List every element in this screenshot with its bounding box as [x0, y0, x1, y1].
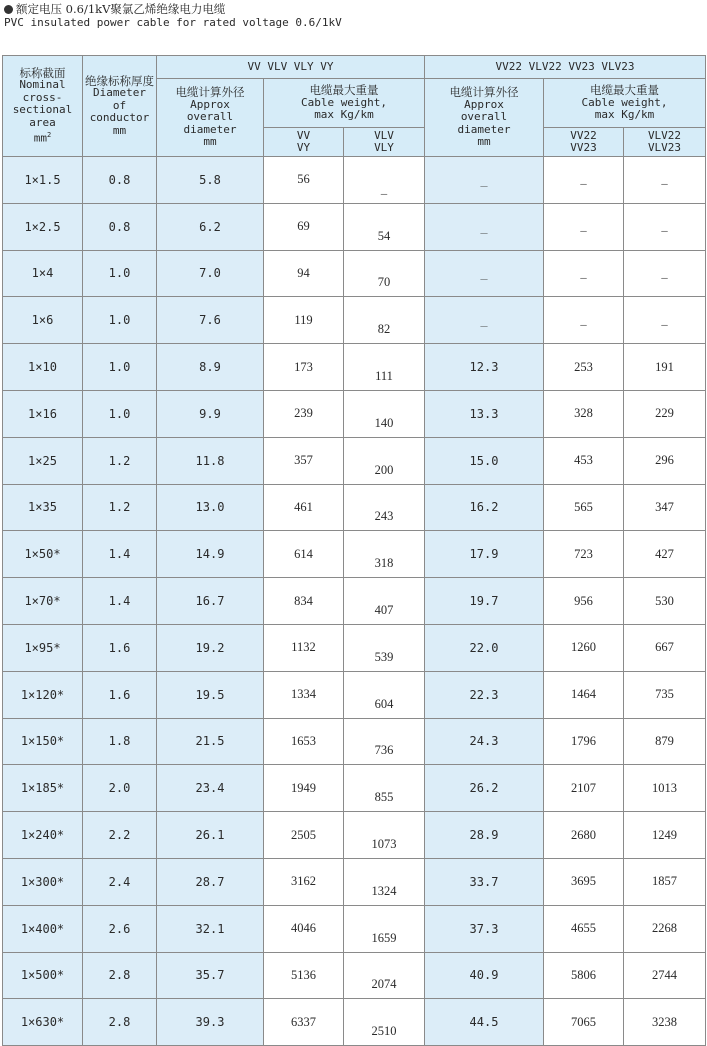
cell-thickness: 1.0: [83, 297, 157, 344]
header-diameter-2-en-2: overall: [460, 110, 508, 124]
table-row: [3, 203, 706, 250]
cell-w-vlv: 736: [344, 718, 425, 765]
header-thickness-cn: 绝缘标称厚度: [85, 73, 154, 88]
table-row: [3, 297, 706, 344]
cell-dia1: 19.2: [157, 624, 264, 671]
cell-w-vlv: 200: [344, 437, 425, 484]
header-diameter-1-cn: 电缆计算外径: [175, 85, 245, 100]
cell-thickness: 2.8: [83, 952, 157, 999]
cell-w-vlv: 70: [344, 250, 425, 297]
sub-vv-2: VY: [296, 141, 311, 154]
cell-thickness: 2.0: [83, 765, 157, 812]
cell-w-vv22: 7065: [544, 999, 624, 1046]
cell-w-vlv22: 3238: [624, 999, 706, 1046]
cell-dia1: 21.5: [157, 718, 264, 765]
cell-w-vv: 834: [264, 578, 344, 625]
cell-dia1: 6.2: [157, 203, 264, 250]
cell-w-vv22: 5806: [544, 952, 624, 999]
header-weight-1-en-1: Cable weight,: [300, 95, 388, 109]
cell-section: 1×300*: [3, 858, 83, 905]
cell-w-vlv: 2510: [344, 999, 425, 1046]
header-section-en-1: Nominal: [19, 78, 66, 92]
table-row: [3, 812, 706, 859]
header-diameter-2-en-3: diameter: [457, 122, 511, 136]
header-weight-2: [544, 79, 706, 128]
table-row: [3, 484, 706, 531]
table-row: [3, 905, 706, 952]
header-thickness-en-2: of: [112, 98, 127, 112]
cell-section: 1×6: [3, 297, 83, 344]
cell-w-vlv22: 296: [624, 437, 706, 484]
header-sub-vlv: [344, 128, 425, 157]
table-body: [3, 157, 706, 1046]
cell-w-vlv: 855: [344, 765, 425, 812]
cell-w-vlv22: 879: [624, 718, 706, 765]
cell-dia1: 9.9: [157, 390, 264, 437]
cell-section: 1×630*: [3, 999, 83, 1046]
cell-w-vlv22: _: [624, 250, 706, 297]
table-row: [3, 765, 706, 812]
cell-w-vlv22: 347: [624, 484, 706, 531]
header-weight-1-cn: 电缆最大重量: [309, 83, 379, 98]
cell-w-vlv: 318: [344, 531, 425, 578]
cell-dia1: 5.8: [157, 157, 264, 204]
cell-w-vv22: _: [544, 203, 624, 250]
cell-dia2: 22.3: [425, 671, 544, 718]
cell-w-vv: 173: [264, 344, 344, 391]
cell-thickness: 1.0: [83, 390, 157, 437]
cell-w-vv: 5136: [264, 952, 344, 999]
header-weight-2-cn: 电缆最大重量: [590, 83, 659, 98]
cell-section: 1×70*: [3, 578, 83, 625]
cell-dia1: 11.8: [157, 437, 264, 484]
cell-w-vv: 1334: [264, 671, 344, 718]
header-section-en-3: sectional: [12, 103, 73, 117]
cell-w-vlv: 539: [344, 624, 425, 671]
cell-dia1: 19.5: [157, 671, 264, 718]
cell-w-vv22: 253: [544, 344, 624, 391]
cell-section: 1×50*: [3, 531, 83, 578]
cell-w-vv: 461: [264, 484, 344, 531]
title-cn: [4, 2, 342, 16]
cell-w-vv: 119: [264, 297, 344, 344]
cell-w-vv: 56: [264, 157, 344, 204]
header-weight-1-en-2: max Kg/km: [314, 108, 374, 122]
cell-section: 1×35: [3, 484, 83, 531]
cell-w-vv22: 1260: [544, 624, 624, 671]
cell-thickness: 1.4: [83, 531, 157, 578]
cell-w-vv: 614: [264, 531, 344, 578]
cell-thickness: 2.2: [83, 812, 157, 859]
cell-w-vlv22: 427: [624, 531, 706, 578]
cell-dia2: _: [425, 157, 544, 204]
cell-w-vv: 357: [264, 437, 344, 484]
cell-w-vlv22: 2744: [624, 952, 706, 999]
header-group-1: VV VLV VLY VY: [157, 56, 425, 79]
table-row: [3, 999, 706, 1046]
cell-w-vlv22: 2268: [624, 905, 706, 952]
cell-dia2: 17.9: [425, 531, 544, 578]
header-diameter-2-cn: 电缆计算外径: [449, 85, 519, 100]
cell-w-vv: 6337: [264, 999, 344, 1046]
unit-text: mm: [33, 131, 48, 145]
header-section-cn: 标称截面: [19, 65, 66, 80]
unit-sup: 2: [47, 131, 52, 140]
cell-w-vv: 2505: [264, 812, 344, 859]
header-sub-vv: [264, 128, 344, 157]
header-thickness-unit: mm: [112, 123, 127, 137]
cell-dia1: 14.9: [157, 531, 264, 578]
cell-thickness: 1.6: [83, 624, 157, 671]
cell-dia1: 28.7: [157, 858, 264, 905]
cell-dia1: 32.1: [157, 905, 264, 952]
table-row: [3, 250, 706, 297]
sub-vv22-1: VV22: [570, 128, 597, 142]
cell-dia2: _: [425, 297, 544, 344]
header-weight-1: [264, 79, 425, 128]
cell-w-vv22: 565: [544, 484, 624, 531]
cell-dia1: 35.7: [157, 952, 264, 999]
cell-w-vlv: 140: [344, 390, 425, 437]
header-group-2: VV22 VLV22 VV23 VLV23: [425, 56, 706, 79]
header-section: [3, 56, 83, 157]
sub-vlv22-1: VLV22: [647, 128, 682, 142]
cell-thickness: 1.8: [83, 718, 157, 765]
table-row: [3, 671, 706, 718]
cell-section: 1×25: [3, 437, 83, 484]
cell-section: 1×120*: [3, 671, 83, 718]
cell-w-vlv: 1324: [344, 858, 425, 905]
header-diameter-1-en-3: diameter: [183, 122, 237, 136]
table-row: [3, 578, 706, 625]
cell-section: 1×240*: [3, 812, 83, 859]
header-weight-2-en-1: Cable weight,: [581, 95, 668, 109]
bullet-icon: [4, 5, 13, 14]
cell-section: 1×4: [3, 250, 83, 297]
cell-w-vlv: 1073: [344, 812, 425, 859]
table-row: [3, 157, 706, 204]
cell-section: 1×1.5: [3, 157, 83, 204]
cell-w-vv: 239: [264, 390, 344, 437]
table-row: [3, 624, 706, 671]
cell-dia1: 7.6: [157, 297, 264, 344]
cell-dia2: 24.3: [425, 718, 544, 765]
cell-w-vlv22: _: [624, 203, 706, 250]
sub-vlv-2: VLY: [374, 141, 394, 154]
cell-section: 1×10: [3, 344, 83, 391]
table-row: [3, 344, 706, 391]
header-diameter-2-unit: mm: [477, 135, 491, 149]
cell-dia2: 22.0: [425, 624, 544, 671]
cell-w-vv22: 328: [544, 390, 624, 437]
header-section-en-4: area: [29, 115, 56, 129]
header-section-unit: [3, 129, 82, 145]
cell-w-vv22: 956: [544, 578, 624, 625]
cell-thickness: 2.8: [83, 999, 157, 1046]
table-row: [3, 858, 706, 905]
table-row: [3, 952, 706, 999]
cell-thickness: 1.6: [83, 671, 157, 718]
table-row: [3, 531, 706, 578]
cell-dia2: 40.9: [425, 952, 544, 999]
cell-w-vv22: 453: [544, 437, 624, 484]
cell-w-vv22: _: [544, 297, 624, 344]
cell-thickness: 0.8: [83, 157, 157, 204]
table-row: [3, 718, 706, 765]
cell-w-vlv22: 191: [624, 344, 706, 391]
header-diameter-1-en-2: overall: [186, 110, 234, 124]
header-section-en-2: cross-: [22, 90, 63, 104]
cell-w-vv22: 723: [544, 531, 624, 578]
cell-section: 1×2.5: [3, 203, 83, 250]
header-sub-vv22: [544, 128, 624, 157]
cell-w-vv: 3162: [264, 858, 344, 905]
cell-w-vv22: 3695: [544, 858, 624, 905]
cell-w-vv22: 1464: [544, 671, 624, 718]
cell-dia2: 33.7: [425, 858, 544, 905]
cell-dia1: 16.7: [157, 578, 264, 625]
cell-w-vlv: 54: [344, 203, 425, 250]
header-sub-vlv22: [624, 128, 706, 157]
sub-vlv22-2: VLV23: [647, 141, 682, 154]
cell-w-vv22: _: [544, 157, 624, 204]
cell-w-vv22: 1796: [544, 718, 624, 765]
title-cn-text: 额定电压 0.6/1kV聚氯乙烯绝缘电力电缆: [16, 2, 226, 16]
sub-vv-1: VV: [296, 128, 311, 142]
cell-dia1: 39.3: [157, 999, 264, 1046]
cell-dia1: 7.0: [157, 250, 264, 297]
cell-thickness: 1.0: [83, 344, 157, 391]
cell-dia2: 12.3: [425, 344, 544, 391]
cell-section: 1×150*: [3, 718, 83, 765]
cell-dia2: 16.2: [425, 484, 544, 531]
cell-w-vlv22: 530: [624, 578, 706, 625]
cell-dia1: 13.0: [157, 484, 264, 531]
cell-dia2: 19.7: [425, 578, 544, 625]
table-row: [3, 437, 706, 484]
cell-w-vlv22: 735: [624, 671, 706, 718]
cell-w-vlv22: 229: [624, 390, 706, 437]
cell-dia2: 13.3: [425, 390, 544, 437]
sub-vv22-2: VV23: [570, 141, 597, 154]
cell-w-vv: 4046: [264, 905, 344, 952]
cell-w-vlv: _: [344, 157, 425, 204]
document-title: [4, 2, 342, 30]
cell-dia1: 26.1: [157, 812, 264, 859]
cell-thickness: 2.6: [83, 905, 157, 952]
cell-w-vlv: 407: [344, 578, 425, 625]
cell-w-vlv22: 667: [624, 624, 706, 671]
cell-w-vlv: 111: [344, 344, 425, 391]
cell-w-vlv22: 1857: [624, 858, 706, 905]
cell-thickness: 1.4: [83, 578, 157, 625]
cell-w-vlv: 82: [344, 297, 425, 344]
cell-thickness: 1.2: [83, 437, 157, 484]
header-thickness-en-3: conductor: [89, 111, 150, 125]
cell-section: 1×185*: [3, 765, 83, 812]
cell-section: 1×95*: [3, 624, 83, 671]
header-thickness-en-1: Diameter: [93, 86, 146, 100]
sub-vlv-1: VLV: [374, 128, 394, 142]
cell-dia1: 23.4: [157, 765, 264, 812]
cell-section: 1×500*: [3, 952, 83, 999]
cell-dia2: 28.9: [425, 812, 544, 859]
cell-w-vlv22: _: [624, 157, 706, 204]
cell-w-vlv: 1659: [344, 905, 425, 952]
header-diameter-2-en-1: Approx: [464, 97, 504, 111]
cell-dia2: 44.5: [425, 999, 544, 1046]
cell-thickness: 2.4: [83, 858, 157, 905]
cell-w-vlv22: 1249: [624, 812, 706, 859]
header-thickness: [83, 56, 157, 157]
cell-dia1: 8.9: [157, 344, 264, 391]
cable-spec-table: [2, 55, 706, 1046]
cell-thickness: 1.0: [83, 250, 157, 297]
cell-w-vlv22: _: [624, 297, 706, 344]
cell-w-vv22: _: [544, 250, 624, 297]
header-weight-2-en-2: max Kg/km: [594, 108, 655, 122]
cell-thickness: 1.2: [83, 484, 157, 531]
cell-w-vlv: 604: [344, 671, 425, 718]
cell-w-vv: 69: [264, 203, 344, 250]
header-diameter-1: [157, 79, 264, 157]
header-diameter-2: [425, 79, 544, 157]
table-row: [3, 390, 706, 437]
cell-dia2: 26.2: [425, 765, 544, 812]
cell-w-vv: 94: [264, 250, 344, 297]
cell-dia2: 15.0: [425, 437, 544, 484]
cell-w-vv: 1653: [264, 718, 344, 765]
cell-section: 1×16: [3, 390, 83, 437]
cell-w-vv: 1132: [264, 624, 344, 671]
cell-w-vv22: 2680: [544, 812, 624, 859]
title-en: PVC insulated power cable for rated voltage 0.6/1kV: [4, 16, 342, 29]
cell-w-vv: 1949: [264, 765, 344, 812]
cell-w-vlv: 2074: [344, 952, 425, 999]
header-diameter-1-unit: mm: [203, 135, 217, 149]
cell-w-vlv: 243: [344, 484, 425, 531]
cell-dia2: 37.3: [425, 905, 544, 952]
cell-thickness: 0.8: [83, 203, 157, 250]
cell-section: 1×400*: [3, 905, 83, 952]
cell-w-vlv22: 1013: [624, 765, 706, 812]
header-diameter-1-en-1: Approx: [190, 97, 230, 111]
cell-w-vv22: 4655: [544, 905, 624, 952]
cell-dia2: _: [425, 203, 544, 250]
cell-w-vv22: 2107: [544, 765, 624, 812]
cell-dia2: _: [425, 250, 544, 297]
